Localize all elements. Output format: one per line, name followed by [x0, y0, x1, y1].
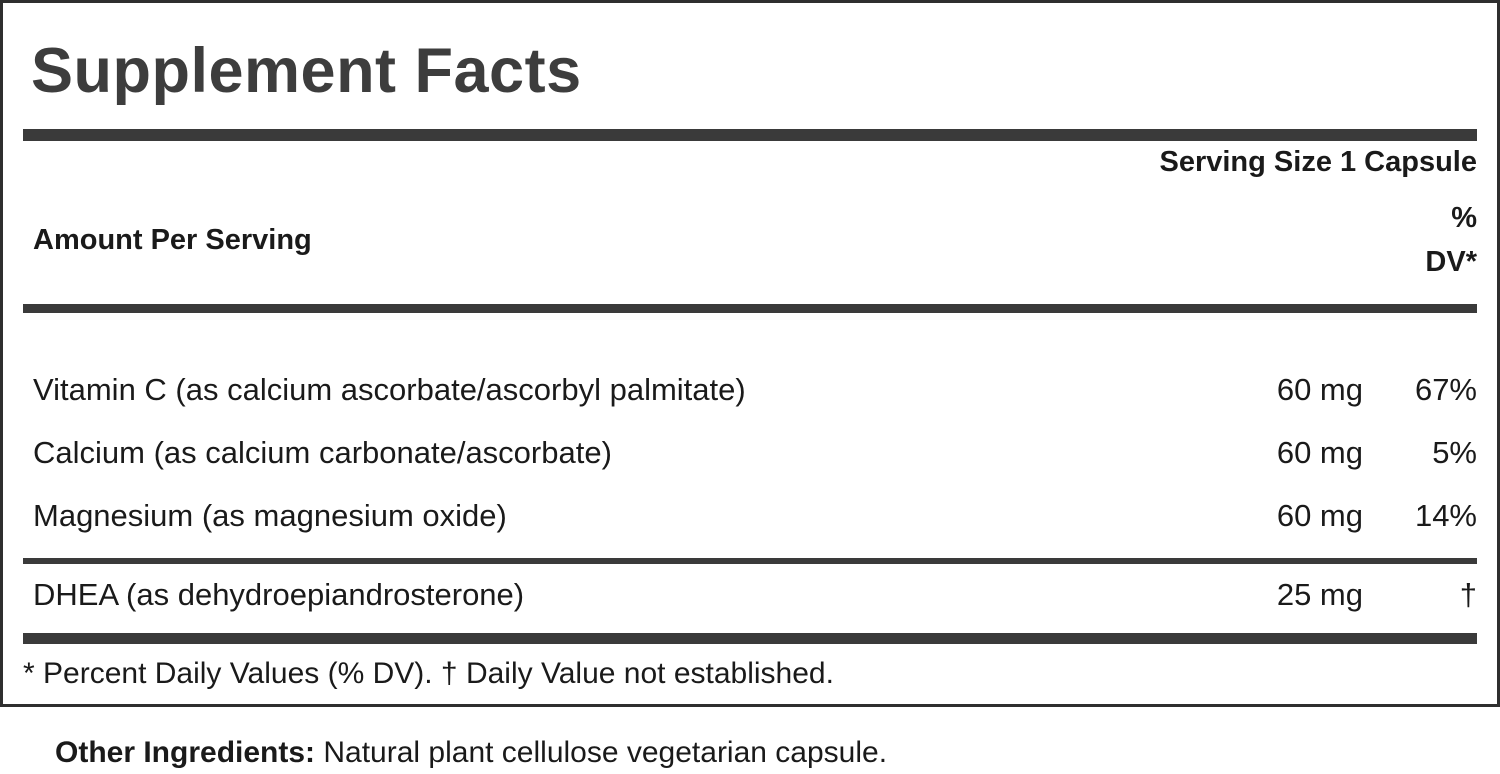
- divider-thick-mid: [23, 304, 1477, 313]
- percent-dv-header-line1: %: [1451, 202, 1477, 234]
- percent-dv-header-line2: DV*: [1425, 246, 1477, 278]
- ingredient-row-vitamin-c: [33, 369, 1477, 411]
- ingredient-daily-value: †: [1459, 577, 1477, 612]
- other-ingredients: [55, 735, 1480, 771]
- ingredient-rows: [33, 369, 1477, 616]
- ingredient-row-dhea: [33, 574, 1477, 616]
- ingredient-amount: 60 mg: [1276, 435, 1363, 470]
- other-ingredients-label: Other Ingredients:: [55, 736, 316, 769]
- panel-title: Supplement Facts: [31, 36, 582, 106]
- serving-size: Serving Size 1 Capsule: [1159, 146, 1477, 178]
- ingredient-daily-value: 5%: [1432, 435, 1477, 470]
- divider-thick-top: [23, 129, 1477, 141]
- divider-thick-bottom: [23, 633, 1477, 644]
- ingredient-name: DHEA (as dehydroepiandrosterone): [33, 577, 525, 612]
- column-header-row: [33, 204, 1477, 277]
- footnote: * Percent Daily Values (% DV). † Daily Value not established.: [23, 657, 834, 690]
- ingredient-daily-value: 67%: [1414, 372, 1477, 407]
- other-ingredients-text: Natural plant cellulose vegetarian capsule.: [315, 736, 888, 769]
- ingredient-name: Calcium (as calcium carbonate/ascorbate): [33, 435, 612, 470]
- ingredient-daily-value: 14%: [1414, 498, 1477, 533]
- ingredient-name: Magnesium (as magnesium oxide): [33, 498, 507, 533]
- ingredient-row-calcium: [33, 432, 1477, 474]
- amount-per-serving-header: Amount Per Serving: [33, 224, 312, 256]
- ingredient-amount: 60 mg: [1276, 498, 1363, 533]
- ingredient-name: Vitamin C (as calcium ascorbate/ascorbyl palmitate): [33, 372, 746, 407]
- percent-dv-header: [1425, 204, 1477, 277]
- ingredient-row-magnesium: [33, 495, 1477, 537]
- ingredient-amount: 25 mg: [1276, 577, 1363, 612]
- divider-thin: [23, 558, 1477, 564]
- ingredient-amount: 60 mg: [1276, 372, 1363, 407]
